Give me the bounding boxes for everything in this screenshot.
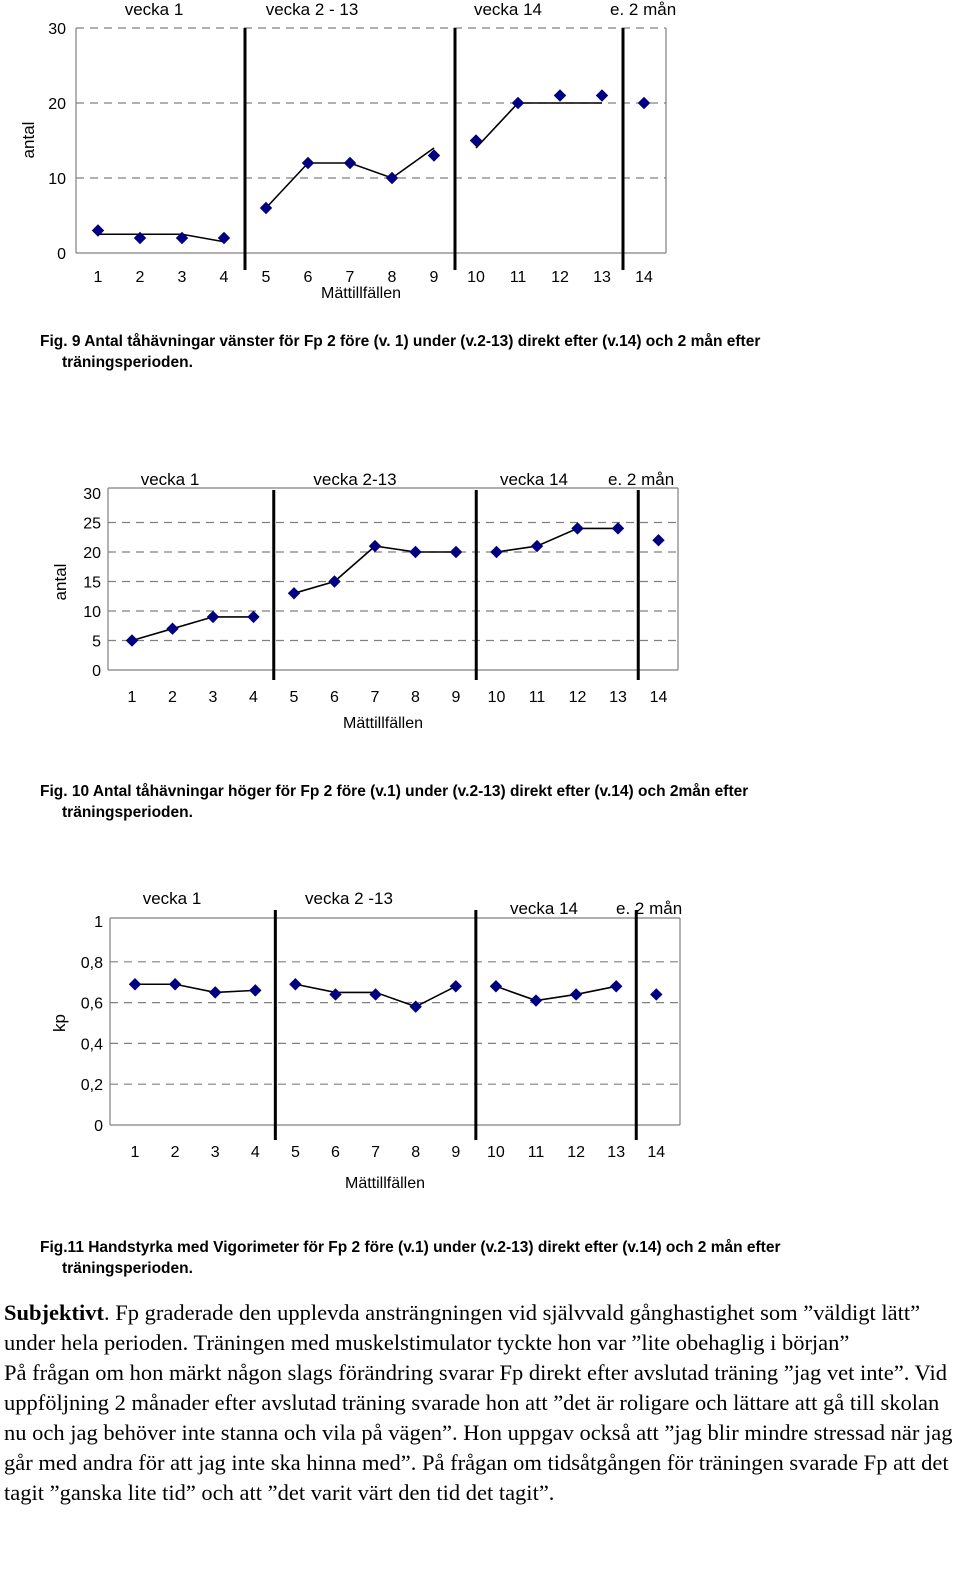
x-tick-label: 9: [451, 1144, 461, 1161]
phase-label: vecka 1: [140, 470, 200, 489]
y-tick-label: 0,6: [80, 995, 103, 1013]
y-tick-label: 0: [57, 246, 66, 263]
x-tick-label: 6: [331, 1144, 340, 1161]
y-tick-label: 1: [94, 914, 103, 931]
y-tick-label: 30: [48, 21, 66, 38]
y-tick-label: 10: [48, 171, 66, 188]
x-tick-label: 5: [290, 1144, 300, 1161]
phase-label: e. 2 mån: [608, 470, 675, 489]
x-axis-label: Mättillfällen: [342, 715, 424, 732]
phase-label: vecka 1: [124, 0, 184, 19]
x-tick-label: 11: [509, 269, 527, 286]
x-tick-label: 7: [345, 269, 355, 286]
data-point: [370, 989, 381, 1000]
paragraph-text: . Fp graderade den upplevda ansträngningen vid självvald gånghastighet som ”väldigt lätt” under hela perioden. Träningen med muskelstimulator tyckte hon var ”lite obehaglig i början”: [4, 1300, 921, 1355]
data-point: [250, 985, 261, 996]
x-axis-label: Mättillfällen: [344, 1175, 426, 1192]
x-tick-label: 7: [371, 1144, 381, 1161]
caption-line: Fig.11 Handstyrka med Vigorimeter för Fp 2 före (v.1) under (v.2-13) direkt efter (v.14) och 2 mån efter: [40, 1239, 781, 1256]
y-tick-label: 0,4: [80, 1036, 103, 1054]
data-point: [571, 989, 582, 1000]
x-tick-label: 4: [250, 1144, 260, 1161]
y-tick-label: 0,8: [80, 954, 103, 972]
x-tick-label: 3: [210, 1144, 220, 1161]
caption-line: träningsperioden.: [62, 354, 193, 371]
x-tick-label: 4: [219, 269, 229, 286]
y-tick-label: 5: [92, 633, 101, 651]
y-axis-label: antal: [19, 121, 38, 159]
phase-label: e. 2 mån: [616, 899, 683, 918]
caption-fig11: [40, 1237, 920, 1279]
data-point: [490, 981, 501, 992]
x-tick-label: 2: [170, 1144, 180, 1161]
x-tick-label: 8: [387, 269, 397, 286]
y-tick-label: 0,2: [80, 1077, 103, 1095]
x-tick-label: 4: [249, 689, 258, 706]
phase-label: vecka 2 - 13: [265, 0, 359, 19]
x-tick-label: 11: [527, 1144, 545, 1161]
x-tick-label: 1: [130, 1144, 140, 1161]
x-tick-label: 2: [135, 269, 145, 286]
x-axis-label: Mättillfällen: [320, 285, 402, 302]
phase-label: vecka 14: [473, 0, 543, 19]
data-point: [450, 981, 461, 992]
x-tick-label: 8: [411, 689, 420, 706]
y-tick-label: 20: [48, 96, 66, 113]
data-point: [290, 979, 301, 990]
caption-line: träningsperioden.: [62, 1260, 193, 1277]
y-axis-label: antal: [51, 563, 70, 601]
x-tick-label: 13: [607, 1144, 626, 1161]
caption-line: Fig. 10 Antal tåhävningar höger för Fp 2 före (v.1) under (v.2-13) direkt efter (v.14) och 2mån efter: [40, 783, 749, 800]
x-tick-label: 10: [467, 269, 485, 286]
phase-label: vecka 1: [142, 889, 202, 908]
x-tick-label: 14: [647, 1144, 666, 1161]
x-tick-label: 14: [635, 269, 653, 286]
y-tick-label: 10: [83, 604, 101, 621]
x-tick-label: 12: [567, 1144, 585, 1161]
y-tick-label: 15: [83, 574, 101, 592]
x-tick-label: 6: [330, 689, 339, 706]
y-axis-label: kp: [50, 1014, 69, 1032]
y-tick-label: 20: [83, 545, 101, 562]
subjective-section: [4, 1298, 956, 1508]
data-point: [531, 995, 542, 1006]
x-tick-label: 13: [593, 269, 611, 286]
phase-label: vecka 2-13: [313, 470, 397, 489]
paragraph-2: På frågan om hon märkt någon slags förändring svarar Fp direkt efter avslutad träning ”jag vet inte”. Vid uppföljning 2 månader efter avslutad träning svarade hon att ”det är roligare och lättare att gå till skolan nu och jag behöver inte stanna och vila på vägen”. Hon uppgav också att ”jag blir mindre stressad när jag går med andra för att jag inte ska hinna med”. På frågan om tidsåtgången för träningen svarade Fp att det tagit ”ganska lite tid” och att ”det varit värt den tid det tagit”.: [4, 1360, 953, 1505]
x-tick-label: 1: [93, 269, 103, 286]
caption-line: träningsperioden.: [62, 804, 193, 821]
x-tick-label: 8: [411, 1144, 421, 1161]
x-tick-label: 5: [261, 269, 271, 286]
section-heading: Subjektivt: [4, 1300, 105, 1325]
x-tick-label: 1: [127, 689, 137, 706]
y-tick-label: 30: [83, 486, 101, 503]
x-tick-label: 12: [568, 689, 587, 706]
x-tick-label: 14: [649, 689, 668, 706]
y-tick-label: 0: [92, 663, 101, 680]
x-tick-label: 3: [208, 689, 218, 706]
x-tick-label: 12: [551, 269, 569, 286]
x-tick-label: 2: [168, 689, 177, 706]
x-tick-label: 13: [609, 689, 627, 706]
data-point: [330, 989, 341, 1000]
x-tick-label: 7: [370, 689, 380, 706]
phase-label: vecka 14: [509, 899, 579, 918]
x-tick-label: 10: [487, 1144, 505, 1161]
trend-line: [496, 986, 616, 1000]
x-tick-label: 5: [289, 689, 299, 706]
data-point: [651, 989, 662, 1000]
x-tick-label: 10: [487, 689, 506, 706]
phase-label: vecka 2 -13: [305, 889, 393, 908]
x-tick-label: 6: [303, 269, 313, 286]
caption-line: Fig. 9 Antal tåhävningar vänster för Fp 2 före (v. 1) under (v.2-13) direkt efter (v.14) och 2 mån efter: [40, 333, 761, 350]
y-tick-label: 0: [94, 1118, 103, 1135]
phase-label: vecka 14: [499, 470, 569, 489]
data-point: [170, 979, 181, 990]
x-tick-label: 3: [177, 269, 187, 286]
y-tick-label: 25: [83, 515, 101, 533]
x-tick-label: 11: [528, 689, 546, 706]
x-tick-label: 9: [451, 689, 461, 706]
trend-line: [135, 984, 255, 992]
data-point: [130, 979, 141, 990]
paragraph-1: [4, 1298, 956, 1358]
data-point: [210, 987, 221, 998]
x-tick-label: 9: [429, 269, 439, 286]
phase-label: e. 2 mån: [610, 0, 677, 19]
data-point: [611, 981, 622, 992]
